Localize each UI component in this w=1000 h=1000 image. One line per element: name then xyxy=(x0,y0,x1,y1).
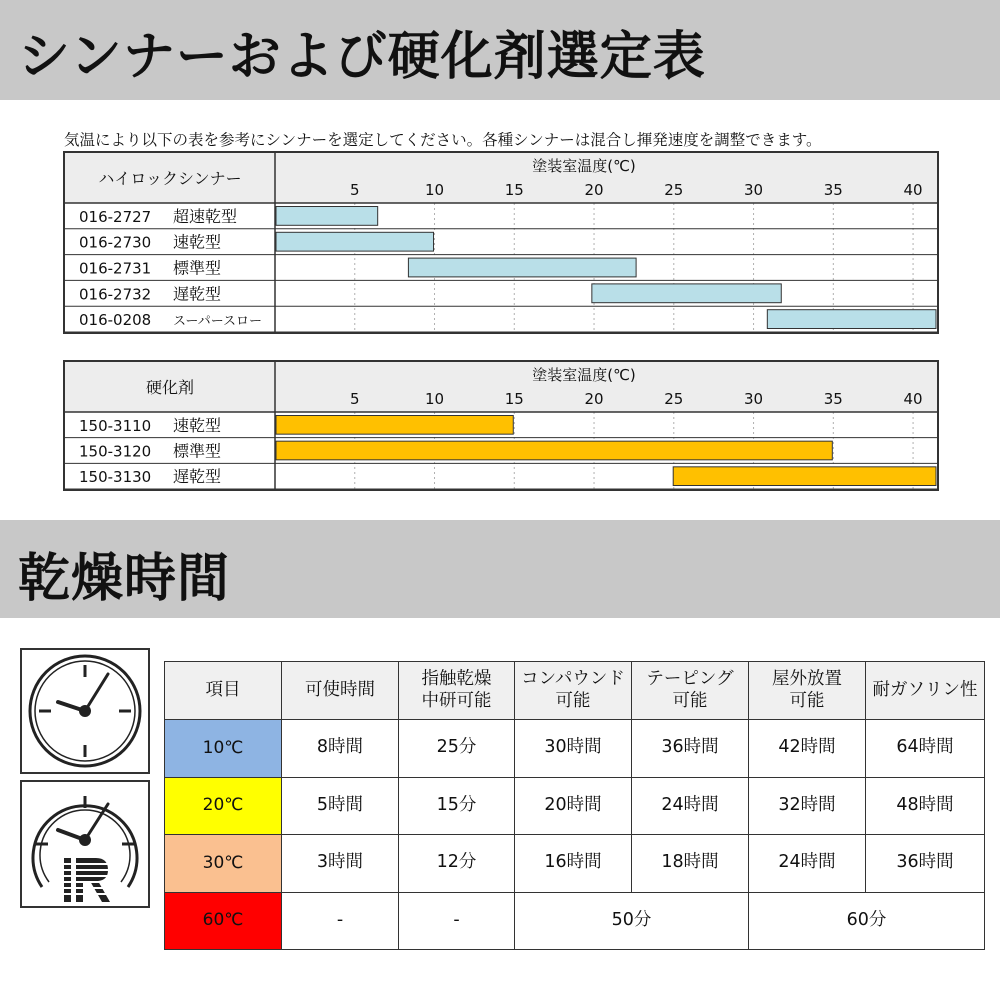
table-cell: 18時間 xyxy=(632,835,749,893)
table-header-row xyxy=(165,662,985,720)
x-tick-label: 10 xyxy=(424,181,445,199)
range-bar xyxy=(767,310,936,329)
table-cell: 16時間 xyxy=(515,835,632,893)
header-item: 項目 xyxy=(165,662,282,720)
row-name: 速乾型 xyxy=(173,415,222,435)
temp-cell: 30℃ xyxy=(165,835,282,893)
row-code: 016-2730 xyxy=(79,233,152,252)
table-cell: 25分 xyxy=(399,720,515,778)
x-tick-label: 15 xyxy=(504,181,524,199)
x-tick-label: 5 xyxy=(349,181,360,199)
row-code: 016-2731 xyxy=(79,259,152,278)
section-banner xyxy=(0,0,1000,100)
intro-text: 気温により以下の表を参考にシンナーを選定してください。各種シンナーは混合し揮発速度を調整できます。 xyxy=(64,131,822,149)
x-tick-label: 25 xyxy=(664,390,684,408)
table-cell: 15分 xyxy=(399,777,515,835)
table-cell: 36時間 xyxy=(632,720,749,778)
ir-clock-icon xyxy=(20,780,150,908)
table-cell: 36時間 xyxy=(866,835,985,893)
chart-axis-title: 塗装室温度(℃) xyxy=(532,157,636,175)
thinner-chart-svg xyxy=(65,153,937,332)
x-tick-label: 35 xyxy=(823,390,843,408)
x-tick-label: 5 xyxy=(349,390,360,408)
x-tick-label: 40 xyxy=(903,181,923,199)
row-name: スーパースロー xyxy=(173,314,263,330)
x-tick-label: 20 xyxy=(584,181,604,199)
temp-cell: 60℃ xyxy=(165,892,282,950)
row-code: 150-3120 xyxy=(79,442,152,461)
drying-time-table xyxy=(164,661,985,950)
table-row xyxy=(165,777,985,835)
x-tick-label: 30 xyxy=(744,390,764,408)
clock-icon xyxy=(20,648,150,774)
table-cell: 20時間 xyxy=(515,777,632,835)
table-cell: 30時間 xyxy=(515,720,632,778)
drying-banner xyxy=(0,520,1000,618)
row-name: 超速乾型 xyxy=(173,206,238,226)
table-cell: 8時間 xyxy=(282,720,399,778)
row-name: 速乾型 xyxy=(173,232,222,252)
table-cell: 5時間 xyxy=(282,777,399,835)
thinner-chart xyxy=(63,151,939,334)
header-touch-dry: 指触乾燥 中研可能 xyxy=(399,662,515,720)
chart-axis-title: 塗装室温度(℃) xyxy=(532,366,636,384)
table-cell: 64時間 xyxy=(866,720,985,778)
table-row-bake xyxy=(165,892,985,950)
range-bar xyxy=(592,284,781,303)
temp-cell: 20℃ xyxy=(165,777,282,835)
x-tick-label: 40 xyxy=(903,390,923,408)
drying-title: 乾燥時間 xyxy=(18,549,231,609)
x-tick-label: 35 xyxy=(823,181,843,199)
table-cell: - xyxy=(399,892,515,950)
hardener-chart xyxy=(63,360,939,491)
row-name: 標準型 xyxy=(173,258,222,278)
header-compound: コンパウンド 可能 xyxy=(515,662,632,720)
range-bar xyxy=(408,258,636,277)
table-cell: 48時間 xyxy=(866,777,985,835)
header-outdoor: 屋外放置 可能 xyxy=(749,662,866,720)
table-cell: 12分 xyxy=(399,835,515,893)
x-tick-label: 30 xyxy=(744,181,764,199)
table-cell: - xyxy=(282,892,399,950)
range-bar xyxy=(276,232,434,251)
table-cell: 42時間 xyxy=(749,720,866,778)
chart-header-label: 硬化剤 xyxy=(145,378,195,397)
table-cell: 24時間 xyxy=(749,835,866,893)
table-cell: 32時間 xyxy=(749,777,866,835)
header-gasoline: 耐ガソリン性 xyxy=(866,662,985,720)
range-bar xyxy=(276,207,378,226)
x-tick-label: 10 xyxy=(424,390,445,408)
table-row xyxy=(165,720,985,778)
chart-header-label: ハイロックシンナー xyxy=(98,169,242,188)
table-row xyxy=(165,835,985,893)
row-name: 遅乾型 xyxy=(173,284,222,304)
temp-cell: 10℃ xyxy=(165,720,282,778)
row-code: 150-3130 xyxy=(79,468,152,487)
row-code: 016-0208 xyxy=(79,311,152,330)
row-code: 016-2727 xyxy=(79,207,152,226)
row-name: 標準型 xyxy=(173,441,222,461)
table-cell: 3時間 xyxy=(282,835,399,893)
hardener-chart-svg xyxy=(65,362,937,489)
row-name: 遅乾型 xyxy=(173,467,222,487)
range-bar xyxy=(276,416,513,435)
x-tick-label: 15 xyxy=(504,390,524,408)
x-tick-label: 25 xyxy=(664,181,684,199)
x-tick-label: 20 xyxy=(584,390,604,408)
chart-header-bg xyxy=(65,362,937,412)
range-bar xyxy=(673,467,936,486)
header-taping: テーピング 可能 xyxy=(632,662,749,720)
row-code: 150-3110 xyxy=(79,416,152,435)
row-code: 016-2732 xyxy=(79,285,152,304)
header-pot-life: 可使時間 xyxy=(282,662,399,720)
table-cell: 24時間 xyxy=(632,777,749,835)
table-cell-merged: 60分 xyxy=(749,892,985,950)
table-cell-merged: 50分 xyxy=(515,892,749,950)
range-bar xyxy=(276,441,832,460)
page-title: シンナーおよび硬化剤選定表 xyxy=(18,27,706,87)
